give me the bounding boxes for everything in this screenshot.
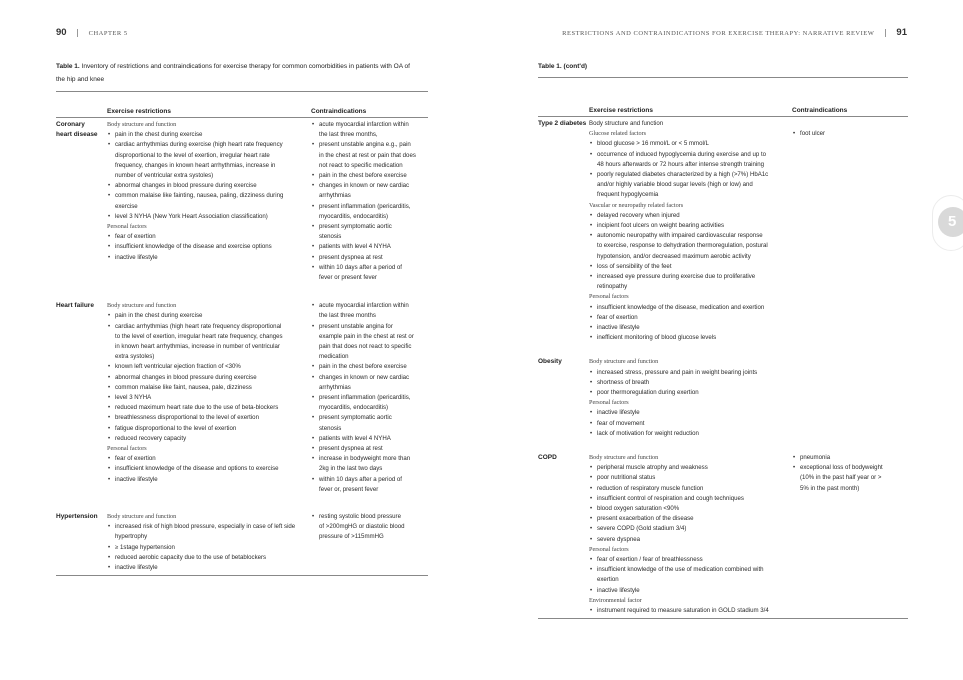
contraindications-cell xyxy=(311,512,405,543)
bullet-item: • peripheral muscle atrophy and weakness xyxy=(589,463,769,473)
condition-name xyxy=(56,120,98,140)
bullet-item: • present unstable angina for xyxy=(311,322,414,332)
factor-subheading: Personal factors xyxy=(107,445,147,453)
bullet-item: • insufficient knowledge of the disease, medication and exertion xyxy=(589,303,768,313)
table-caption xyxy=(56,60,428,86)
left-page-header xyxy=(56,27,128,38)
bullet-item: • poorly regulated diabetes characterized by a high (>7%) HbA1c xyxy=(589,170,768,180)
table-section-2 xyxy=(56,512,428,575)
table-column-headers xyxy=(538,106,908,116)
line-text: hypotension, and/or decreased maximum aerobic activity xyxy=(597,252,751,260)
bullet-item: • insufficient control of respiration and cough techniques xyxy=(589,494,769,504)
left-chapter-label: CHAPTER 5 xyxy=(88,30,128,37)
table-body xyxy=(56,118,428,575)
line-text: pressure of >115mmHG xyxy=(319,533,384,541)
col-header-contraindications: Contraindications xyxy=(311,108,367,115)
condition-name-line: Obesity xyxy=(538,358,562,366)
right-page xyxy=(538,60,908,619)
table-section-2 xyxy=(538,453,908,618)
bullet-item: • inactive lifestyle xyxy=(107,475,283,485)
bullet-item: • changes in known or new cardiac xyxy=(311,373,414,383)
line-text xyxy=(792,119,825,129)
bullet-item: • abnormal changes in blood pressure during exercise xyxy=(107,373,283,383)
factor-subheading: Body structure and function xyxy=(589,358,659,366)
factor-subheading: Personal factors xyxy=(589,293,629,301)
bullet-item: • inactive lifestyle xyxy=(589,408,757,418)
restrictions-cell xyxy=(589,453,769,616)
condition-name xyxy=(538,453,557,463)
bullet-item: • reduced maximum heart rate due to the use of beta-blockers xyxy=(107,403,283,413)
bullet-item: • pain in the chest during exercise xyxy=(107,130,283,140)
bullet-item: • poor nutritional status xyxy=(589,473,769,483)
bullet-item: • changes in known or new cardiac xyxy=(311,181,416,191)
line-text: frequent hypoglycemia xyxy=(597,191,659,199)
bullet-item: • fatigue disproportional to the level of exertion xyxy=(107,424,283,434)
bullet-item: • fear of exertion xyxy=(589,313,768,323)
table-caption-cont xyxy=(538,60,908,73)
line-text: stenosis xyxy=(319,233,342,241)
factor-subheading: Body structure and function xyxy=(107,512,177,520)
header-divider xyxy=(885,29,886,37)
bullet-item: • patients with level 4 NYHA xyxy=(311,434,414,444)
bullet-item: • fear of exertion / fear of breathlessness xyxy=(589,555,769,565)
bullet-item: • abnormal changes in blood pressure during exercise xyxy=(107,181,283,191)
condition-name-line: Heart failure xyxy=(56,302,94,310)
header-divider xyxy=(77,29,78,37)
bullet-item: • common malaise like faint, nausea, pale, dizziness xyxy=(107,383,283,393)
table-section-0 xyxy=(538,119,908,357)
bullet-item: • pain in the chest during exercise xyxy=(107,311,283,321)
line-text: 48 hours afterwards or 72 hours after intense strength training xyxy=(597,160,764,168)
factor-subheading: Body structure and function xyxy=(107,302,177,310)
line-text: myocarditis, endocarditis) xyxy=(319,404,389,412)
table-caption-text: Inventory of restrictions and contraindications for exercise therapy for common comorbidities in patients with OA of xyxy=(79,63,410,70)
line-text: 5% in the past month) xyxy=(800,484,860,492)
bullet-item: • present dyspnea at rest xyxy=(311,444,414,454)
bullet-item: • present unstable angina e.g., pain xyxy=(311,140,416,150)
line-text: to the level of exertion, irregular heart rate frequency, changes xyxy=(115,332,283,340)
bullet-item: • blood oxygen saturation <90% xyxy=(589,504,769,514)
table-caption-label: Table 1. xyxy=(56,63,80,70)
restrictions-cell xyxy=(589,119,768,343)
factor-subheading: Body structure and function xyxy=(107,121,177,128)
bullet-item: • increased stress, pressure and pain in weight bearing joints xyxy=(589,368,757,378)
line-text: pain that does not react to specific xyxy=(319,343,412,350)
bullet-item: • poor thermoregulation during exertion xyxy=(589,388,757,398)
factor-subheading: Personal factors xyxy=(589,545,629,553)
line-text: arrhythmias xyxy=(319,383,351,391)
restrictions-cell xyxy=(107,120,283,263)
factor-subheading: Body structure and function xyxy=(589,453,659,461)
line-text: exercise xyxy=(115,202,138,210)
bullet-item: • fear of exertion xyxy=(107,232,283,242)
bullet-item: • present symptomatic aortic xyxy=(311,413,414,423)
table-section-0 xyxy=(56,120,428,301)
table-column-headers xyxy=(56,107,428,117)
contraindications-cell xyxy=(792,119,825,139)
line-text: disproportional to the level of exertion, irregular heart rate xyxy=(115,151,270,159)
line-text: frequency, changes in known heart arrhythmias, increase in xyxy=(115,161,276,169)
bullet-item: • present inflammation (pericarditis, xyxy=(311,202,416,212)
bullet-item: • loss of sensibility of the feet xyxy=(589,262,768,272)
table-bottom-rule xyxy=(56,575,428,576)
bullet-item: • fear of movement xyxy=(589,419,757,429)
bullet-item: • ≥ 1stage hypertension xyxy=(107,543,295,553)
bullet-item: • level 3 NYHA (New York Heart Association classification) xyxy=(107,212,283,222)
bullet-item: • inactive lifestyle xyxy=(589,323,768,333)
bullet-item: • inefficient monitoring of blood glucose levels xyxy=(589,333,768,343)
bullet-item: • inactive lifestyle xyxy=(107,563,295,573)
line-text: the last three months, xyxy=(319,131,378,139)
line-text: in known heart arrhythmias, increase in number of ventricular xyxy=(115,343,280,350)
line-text: stenosis xyxy=(319,424,342,432)
bullet-item: • present dyspnea at rest xyxy=(311,253,416,263)
bullet-item: • insufficient knowledge of the use of medication combined with xyxy=(589,565,769,575)
condition-name-line: heart disease xyxy=(56,131,98,139)
line-text: number of ventricular extra systoles) xyxy=(115,172,214,180)
factor-subheading: Personal factors xyxy=(589,399,629,407)
table-section-1 xyxy=(538,357,908,453)
chapter-tab-number: 5 xyxy=(948,213,957,230)
bullet-item: • exceptional loss of bodyweight xyxy=(792,463,883,473)
contraindications-cell xyxy=(792,453,883,494)
bullet-item: • severe dyspnea xyxy=(589,535,769,545)
condition-name xyxy=(538,357,562,367)
bullet-item: • within 10 days after a period of xyxy=(311,263,416,273)
bullet-item: • lack of motivation for weight reduction xyxy=(589,429,757,439)
line-text: of >200mgHG or diastolic blood xyxy=(319,523,405,531)
bullet-item: • severe COPD (Gold stadium 3/4) xyxy=(589,524,769,534)
line-text: example pain in the chest at rest or xyxy=(319,332,414,340)
bullet-item: • breathlessness disproportional to the level of exertion xyxy=(107,413,283,423)
line-text: 2kg in the last two days xyxy=(319,465,383,473)
bullet-item: • occurrence of induced hypoglycemia during exercise and up to xyxy=(589,150,768,160)
factor-subheading: Glucose related factors xyxy=(589,130,647,138)
restrictions-cell xyxy=(589,357,757,439)
bullet-item: • instrument required to measure saturation in GOLD stadium 3/4 xyxy=(589,606,769,616)
bullet-item: • insufficient knowledge of the disease and options to exercise xyxy=(107,464,283,474)
line-text: retinopathy xyxy=(597,283,628,291)
line-text: (10% in the past half year or > xyxy=(800,474,882,482)
bullet-item: • present symptomatic aortic xyxy=(311,222,416,232)
line-text: to exercise, response to dehydration thermoregulation, postural xyxy=(597,242,768,250)
factor-subheading: Vascular or neuropathy related factors xyxy=(589,201,684,209)
bullet-item: • inactive lifestyle xyxy=(589,586,769,596)
bullet-item: • resting systolic blood pressure xyxy=(311,512,405,522)
bullet-item: • reduction of respiratory muscle function xyxy=(589,484,769,494)
condition-name xyxy=(538,119,586,129)
bullet-item: • present inflammation (pericarditis, xyxy=(311,393,414,403)
bullet-item: • autonomic neuropathy with impaired cardiovascular response xyxy=(589,231,768,241)
bullet-item: • common malaise like fainting, nausea, paling, dizziness during xyxy=(107,191,283,201)
left-page-number: 90 xyxy=(56,27,67,38)
bullet-item: • cardiac arrhythmias (high heart rate frequency disproportional xyxy=(107,322,283,332)
bullet-item: • acute myocardial infarction within xyxy=(311,301,414,311)
restrictions-cell xyxy=(107,512,295,573)
bullet-item: • pain in the chest before exercise xyxy=(311,362,414,372)
bullet-item: • insufficient knowledge of the disease and exercise options xyxy=(107,242,283,252)
line-text: not react to specific medication xyxy=(319,161,403,169)
bullet-item: • pain in the chest before exercise xyxy=(311,171,416,181)
condition-name-line: Type 2 diabetes xyxy=(538,120,587,127)
col-header-restrictions: Exercise restrictions xyxy=(589,107,653,114)
bullet-item: • pneumonia xyxy=(792,453,883,463)
bullet-item: • increase in bodyweight more than xyxy=(311,454,414,464)
table-caption-cont-text: Table 1. (cont'd) xyxy=(538,63,588,70)
line-text: myocarditis, endocarditis) xyxy=(319,212,389,220)
table-caption-text-cont: the hip and knee xyxy=(56,76,105,83)
bullet-item: • known left ventricular ejection fraction of <30% xyxy=(107,362,283,372)
line-text: fever or, present fever xyxy=(319,485,379,493)
line-text: hypertrophy xyxy=(115,533,148,541)
line-text: fever or present fever xyxy=(319,274,377,282)
col-header-contraindications: Contraindications xyxy=(792,107,848,114)
bullet-item: • level 3 NYHA xyxy=(107,393,283,403)
factor-subheading: Environmental factor xyxy=(589,596,642,604)
bullet-item: • reduced recovery capacity xyxy=(107,434,283,444)
table-section-1 xyxy=(56,301,428,512)
line-text: in the chest at rest or pain that does xyxy=(319,151,416,159)
line-text: Body structure and function xyxy=(589,120,664,127)
bullet-item: • increased risk of high blood pressure, especially in case of left side xyxy=(107,522,295,532)
bullet-item: • within 10 days after a period of xyxy=(311,475,414,485)
bullet-item: • reduced aerobic capacity due to the use of betablockers xyxy=(107,553,295,563)
left-page xyxy=(56,60,428,576)
bullet-item: • inactive lifestyle xyxy=(107,253,283,263)
bullet-item: • incipient foot ulcers on weight bearing activities xyxy=(589,221,768,231)
right-page-number: 91 xyxy=(896,27,907,38)
bullet-item: • blood glucose > 16 mmol/L or < 5 mmol/L xyxy=(589,139,768,149)
bullet-item: • foot ulcer xyxy=(792,129,825,139)
condition-name-line: Hypertension xyxy=(56,512,98,520)
right-page-header xyxy=(562,27,907,38)
contraindications-cell xyxy=(311,301,414,495)
bullet-item: • acute myocardial infarction within xyxy=(311,120,416,130)
bullet-item: • fear of exertion xyxy=(107,454,283,464)
bullet-item: • shortness of breath xyxy=(589,378,757,388)
line-text: extra systoles) xyxy=(115,353,155,361)
bullet-item: • cardiac arrhythmias during exercise (high heart rate frequency xyxy=(107,140,283,150)
bullet-item: • increased eye pressure during exercise due to proliferative xyxy=(589,272,768,282)
bullet-item: • delayed recovery when injured xyxy=(589,211,768,221)
line-text: the last three months xyxy=(319,312,376,320)
col-header-restrictions: Exercise restrictions xyxy=(107,108,171,115)
bullet-item: • patients with level 4 NYHA xyxy=(311,242,416,252)
condition-name xyxy=(56,301,94,311)
contraindications-cell xyxy=(311,120,416,283)
right-running-title: RESTRICTIONS AND CONTRAINDICATIONS FOR EXERCISE THERAPY: NARRATIVE REVIEW xyxy=(562,30,875,37)
factor-subheading: Personal factors xyxy=(107,223,147,231)
bullet-item: • present exacerbation of the disease xyxy=(589,514,769,524)
condition-name-line: COPD xyxy=(538,453,557,461)
condition-name xyxy=(56,512,98,522)
table-bottom-rule xyxy=(538,618,908,619)
line-text: and/or highly variable blood sugar levels (high or low) and xyxy=(597,181,753,189)
line-text: medication xyxy=(319,353,349,361)
condition-name-line: Coronary xyxy=(56,121,85,128)
line-text: arrhythmias xyxy=(319,192,351,200)
chapter-thumb-tab xyxy=(938,207,963,237)
line-text: exertion xyxy=(597,576,619,584)
restrictions-cell xyxy=(107,301,283,485)
table-body xyxy=(538,117,908,618)
